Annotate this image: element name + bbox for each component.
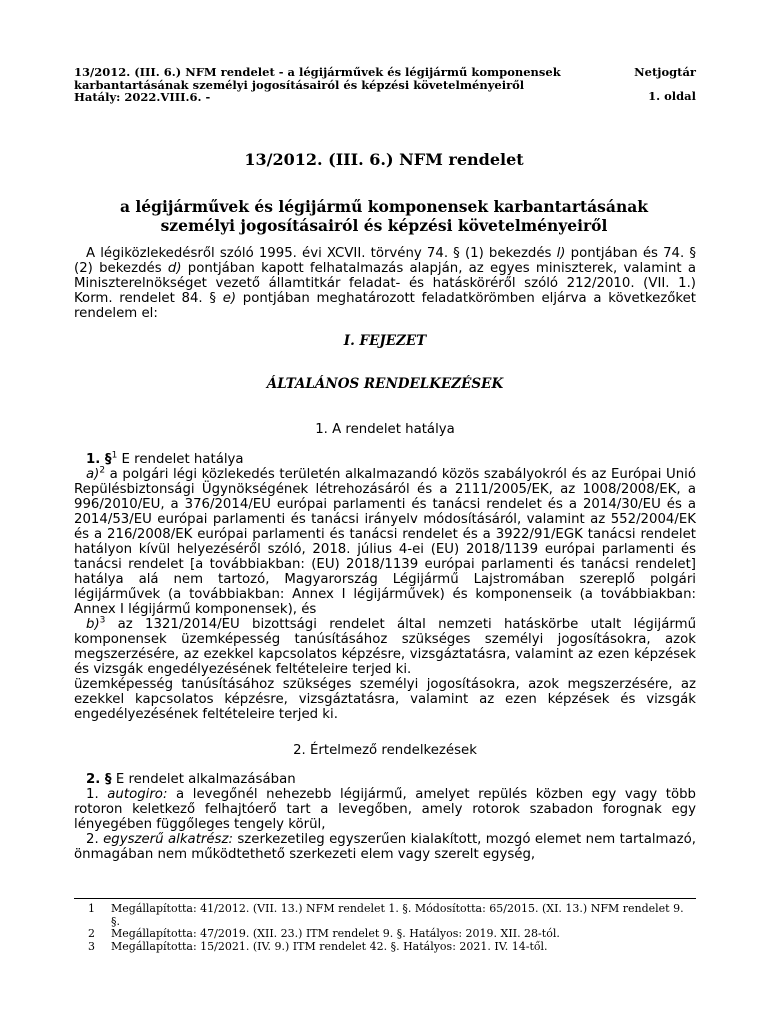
footnote-3-number: 3 <box>88 940 95 953</box>
chapter-number: I. FEJEZET <box>343 333 427 349</box>
preamble-text-1: A légiközlekedésről szóló 1995. évi XCVII. törvény 74. § (1) bekezdés <box>86 246 557 261</box>
footnote-2-text: Megállapította: 47/2019. (XII. 23.) ITM rendelet 9. §. Hatályos: 2019. XII. 28-tól. <box>111 927 560 940</box>
definition-2-term: egyszerű alkatrész: <box>103 832 233 847</box>
preamble-ref-3: e) <box>222 291 237 306</box>
footnote-ref-1[interactable]: 1 <box>111 450 118 461</box>
document-number-title: 13/2012. (III. 6.) NFM rendelet <box>244 150 524 169</box>
section-2-body <box>74 772 696 862</box>
footnote-ref-2[interactable]: 2 <box>99 465 106 476</box>
footnote-1 <box>74 903 696 929</box>
footnote-ref-3[interactable]: 3 <box>99 615 106 626</box>
preamble-ref-2: d) <box>167 261 182 276</box>
point-b-label: b) <box>86 617 100 632</box>
footnote-3 <box>74 941 696 954</box>
paragraph-1-closing: üzemképesség tanúsításához szükséges személyi jogosításokra, azok megszerzésére, az ezekkel kapcsolatos képzésre, vizsgáztatásra, valamint az ezen képzések és vizsgák engedélyezésének feltételeire terjed ki. <box>74 677 696 722</box>
definition-2-number: 2. <box>86 832 104 847</box>
preamble-text-2: pontjában és 74. § (2) bekezdés <box>74 246 696 276</box>
preamble-text-3: pontjában kapott felhatalmazás alapján, az egyes miniszterek, valamint a Miniszterelnökséget vezető államtitkár feladat- és hatásköréről szóló 212/2010. (VII. 1.) Korm. rendelet 84. § <box>74 261 696 306</box>
section-1-body <box>74 452 696 722</box>
subtitle-line-2: személyi jogosításairól és képzési követelményeiről <box>160 216 608 235</box>
point-a-label: a) <box>86 467 100 482</box>
header-effect-date: Hatály: 2022.VIII.6. - <box>74 90 211 104</box>
point-b-text: az 1321/2014/EU bizottsági rendelet által nemzeti hatáskörbe utalt légijármű komponensek üzemképesség tanúsításához szükséges személyi jogosításokra, azok megszerzésére, az ezekkel kapcsolatos képzésre, vizsgáztatásra, valamint az ezen képzések és vizsgák engedélyezésének feltételeire terjed ki. <box>74 617 696 677</box>
footnote-divider <box>74 898 696 899</box>
header-title-line-2: karbantartásának személyi jogosításairól és képzési követelményeiről <box>74 77 525 92</box>
header-title-line-1: 13/2012. (III. 6.) NFM rendelet - a légijárművek és légijármű komponensek <box>74 65 561 79</box>
paragraph-2-number: 2. § <box>86 772 112 787</box>
preamble-ref-1: l) <box>556 246 566 261</box>
preamble <box>74 246 696 321</box>
header-source: Netjogtár <box>634 65 696 79</box>
footnote-1-text: Megállapította: 41/2012. (VII. 13.) NFM rendelet 1. §. Módosította: 65/2015. (XI. 13.) NFM rendelet 9. §. <box>111 902 684 928</box>
paragraph-1-text: E rendelet hatálya <box>117 452 244 467</box>
section-1-heading: 1. A rendelet hatálya <box>315 422 455 437</box>
definition-1-text: a levegőnél nehezebb légijármű, amelyet repülés közben egy vagy több rotoron keletkező felhajtóerő tart a levegőben, amely rotorok szabadon forognak egy lényegében függőleges tengely körül, <box>74 787 696 832</box>
paragraph-1-number: 1. § <box>86 452 112 467</box>
document-subtitle <box>74 197 694 235</box>
preamble-text-4: pontjában meghatározott feladatkörömben eljárva a következőket rendelem el: <box>74 291 696 321</box>
footnote-3-text: Megállapította: 15/2021. (IV. 9.) ITM rendelet 42. §. Hatályos: 2021. IV. 14-től. <box>111 940 548 953</box>
footnote-1-number: 1 <box>88 902 95 915</box>
definition-1-number: 1. <box>86 787 108 802</box>
definition-2-text: szerkezetileg egyszerűen kialakított, mozgó elemet nem tartalmazó, önmagában nem működtethető szerkezeti elem vagy szerelt egység, <box>74 832 696 862</box>
page-header <box>74 66 696 104</box>
section-2-heading: 2. Értelmező rendelkezések <box>293 743 477 758</box>
footnote-2-number: 2 <box>88 927 95 940</box>
header-right <box>634 65 696 103</box>
point-a-text: a polgári légi közlekedés területén alkalmazandó közös szabályokról és az Európai Unió Repülésbiztonsági Ügynökségének létrehozásáról és a 2111/2005/EK, az 1008/2008/EK, a 996/2010/EU, a 376/2014/EU európai parlamenti és tanácsi rendelet és a 2014/30/EU és a 2014/53/EU európai parlamenti és tanácsi irányelv módosításáról, valamint az 552/2004/EK és a 216/2008/EK európai parlamenti és tanácsi rendelet és a 3922/91/EGK tanácsi rendelet hatályon kívül helyezéséről szóló, 2018. július 4-ei (EU) 2018/1139 európai parlamenti és tanácsi rendelet [a továbbiakban: (EU) 2018/1139 európai parlamenti és tanácsi rendelet] hatálya alá nem tartozó, Magyarország Légijármű Lajstromában szereplő polgári légijárművek (a továbbiakban: Annex I légijárművek) és komponenseik (a továbbiakban: Annex I légijármű komponensek), és <box>74 467 696 617</box>
paragraph-2-text: E rendelet alkalmazásában <box>111 772 296 787</box>
subtitle-line-1: a légijárművek és légijármű komponensek karbantartásának <box>119 197 649 216</box>
header-page-number: 1. oldal <box>648 89 696 103</box>
definition-1-term: autogiro: <box>107 787 168 802</box>
chapter-title: ÁLTALÁNOS RENDELKEZÉSEK <box>266 376 504 392</box>
